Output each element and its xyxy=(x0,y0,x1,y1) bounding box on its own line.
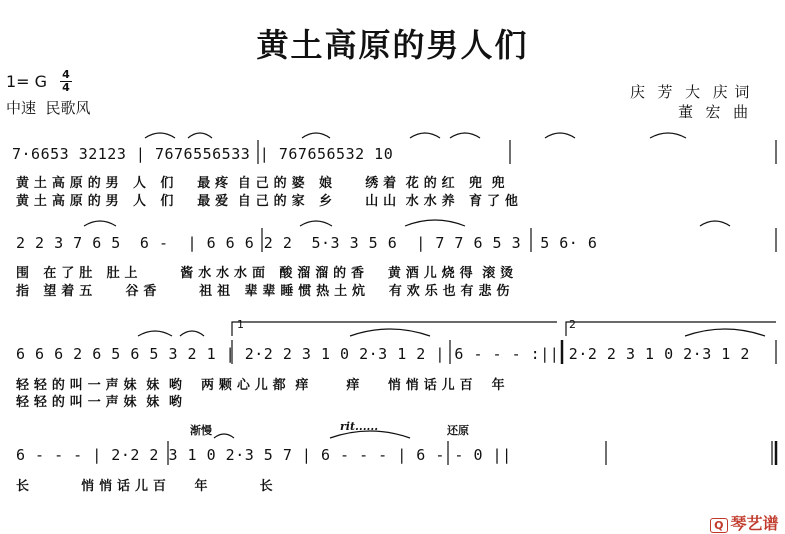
slur xyxy=(330,431,410,438)
marking-a-tempo: 还原 xyxy=(447,424,469,437)
slur xyxy=(700,221,730,226)
row4-notes: 6 - - - | 2·2 2 3 1 0 2·3 5 7 | 6 - - - | 6 - - 0 || xyxy=(16,446,512,464)
page-title: 黄土高原的男人们 xyxy=(256,26,529,64)
slur xyxy=(302,133,330,138)
row1-notes: 7·6653 32123 | 7676556533 | 767656532 10 xyxy=(12,145,394,163)
volta-2-label: 2 xyxy=(569,318,576,331)
slur xyxy=(188,133,212,138)
volta-bracket-2 xyxy=(566,322,776,336)
row2-lyrics-verse1: 围 在 了 肚 肚 上 酱 水 水 水 面 酸 溜 溜 的 香 黄 酒 儿 烧 得 滚 烫 xyxy=(16,266,514,281)
slur xyxy=(450,133,480,138)
slur xyxy=(138,331,172,336)
slur xyxy=(405,220,465,226)
slur xyxy=(84,221,116,226)
lyricist-credit: 庆 芳 大 庆 词 xyxy=(630,83,751,101)
row2-notes: 2 2 3 7 6 5 6 - | 6 6 6 2 2 5·3 3 5 6 | 7 7 6 5 3 5 6· 6 xyxy=(16,234,598,252)
marking-slow: 渐慢 xyxy=(190,424,212,437)
slur xyxy=(180,331,204,336)
row3-lyrics-verse1: 轻 轻 的 叫 一 声 妹 妹 哟 两 颗 心 儿 都 痒 痒 悄 悄 话 儿 百 年 xyxy=(16,378,505,393)
row3-notes: 6 6 6 2 6 5 6 5 3 2 1 | 2·2 2 3 1 0 2·3 1 2 | 6 - - - :|| 2·2 2 3 1 0 2·3 1 2 xyxy=(16,345,750,363)
row2-lyrics-verse2: 指 望 着 五 谷 香 祖 祖 辈 辈 睡 惯 热 土 炕 有 欢 乐 也 有 悲 伤 xyxy=(16,284,510,299)
slur xyxy=(145,133,175,138)
slur xyxy=(350,329,430,336)
tempo-marking: 中速 民歌风 xyxy=(6,99,91,117)
logo-icon: Q xyxy=(710,518,727,533)
slur xyxy=(410,133,440,138)
slur xyxy=(214,434,234,438)
slur xyxy=(685,329,765,336)
row4-lyrics-verse1: 长 悄 悄 话 儿 百 年 长 xyxy=(16,479,273,494)
logo-text: 琴艺谱 xyxy=(730,514,779,533)
row1-lyrics-verse1: 黄 土 高 原 的 男 人 们 最 疼 自 己 的 婆 娘 绣 着 花 的 红 兜 兜 xyxy=(16,176,505,191)
time-signature-top: 4 xyxy=(62,68,70,81)
slur xyxy=(300,221,332,226)
row3-lyrics-verse2: 轻 轻 的 叫 一 声 妹 妹 哟 xyxy=(16,395,183,410)
slur xyxy=(650,133,686,138)
row1-lyrics-verse2: 黄 土 高 原 的 男 人 们 最 爱 自 己 的 家 乡 山 山 水 水 养 育 了 他 xyxy=(16,194,519,209)
composer-credit: 董 宏 曲 xyxy=(678,103,750,121)
time-signature-bottom: 4 xyxy=(62,81,70,94)
volta-1-label: 1 xyxy=(237,318,244,331)
marking-rit: rit...... xyxy=(340,420,379,433)
key-signature: 1= G xyxy=(6,72,48,91)
slur xyxy=(545,133,575,138)
